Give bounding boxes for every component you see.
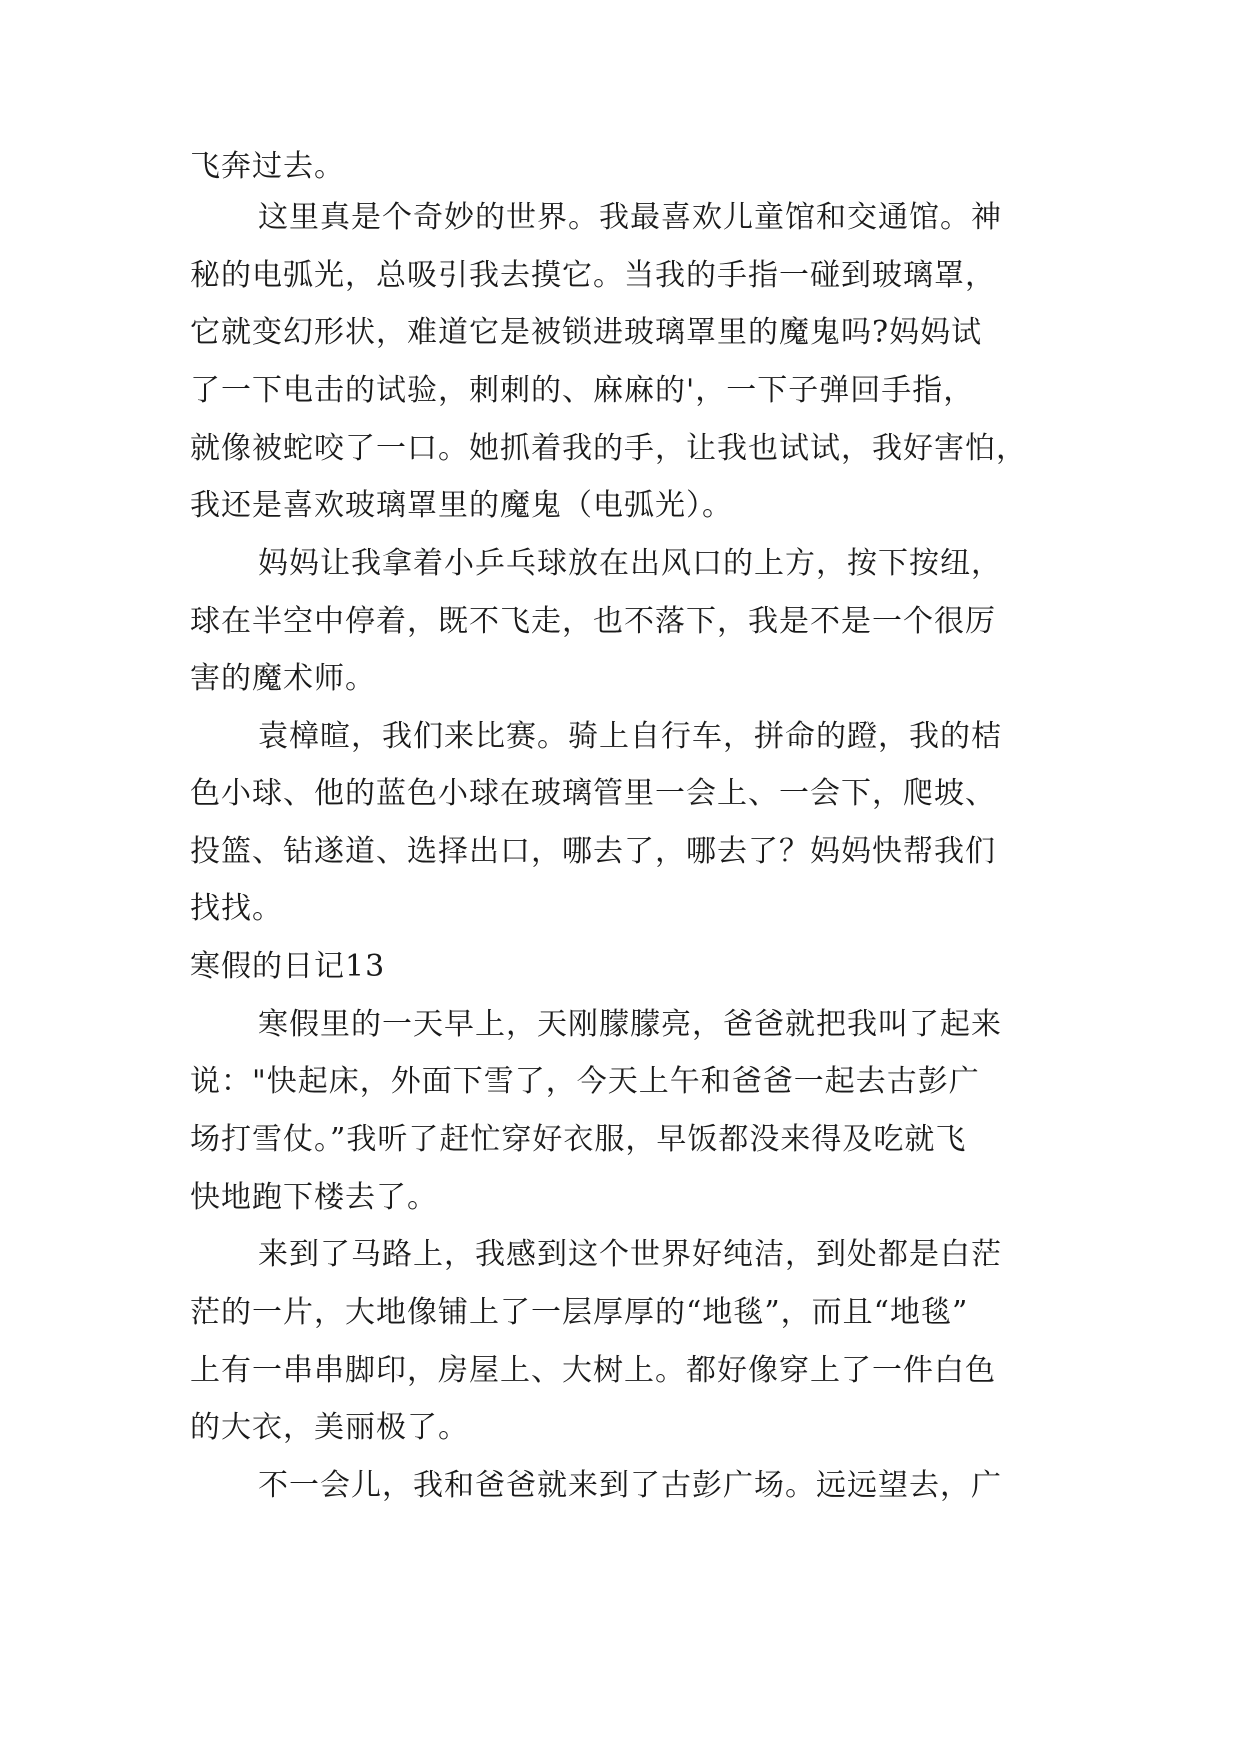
text-line: 投篮、钻遂道、选择出口，哪去了，哪去了？妈妈快帮我们: [190, 834, 996, 869]
text-line: 秘的电弧光，总吸引我去摸它。当我的手指一碰到玻璃罩，: [190, 258, 996, 293]
text-line: 茫的一片，大地像铺上了一层厚厚的“地毯”，而且“地毯”: [190, 1295, 969, 1330]
text-line: 了一下电击的试验，刺刺的、麻麻的'，一下子弹回手指，: [190, 373, 975, 408]
text-line: 它就变幻形状，难道它是被锁进玻璃罩里的魔鬼吗?妈妈试: [190, 315, 983, 350]
text-line: 飞奔过去。: [190, 149, 345, 184]
text-line: 就像被蛇咬了一口。她抓着我的手，让我也试试，我好害怕，: [190, 431, 1027, 466]
paragraph-first-line: 寒假里的一天早上，天刚朦朦亮，爸爸就把我叫了起来: [258, 1007, 1002, 1042]
paragraph-first-line: 这里真是个奇妙的世界。我最喜欢儿童馆和交通馆。神: [258, 200, 1002, 235]
paragraph-first-line: 不一会儿，我和爸爸就来到了古彭广场。远远望去，广: [258, 1468, 1002, 1503]
paragraph-first-line: 来到了马路上，我感到这个世界好纯洁，到处都是白茫: [258, 1237, 1002, 1272]
text-line: 上有一串串脚印，房屋上、大树上。都好像穿上了一件白色: [190, 1353, 996, 1388]
text-line: 球在半空中停着，既不飞走，也不落下，我是不是一个很厉: [190, 604, 996, 639]
text-line: 色小球、他的蓝色小球在玻璃管里一会上、一会下，爬坡、: [190, 776, 996, 811]
paragraph-first-line: 袁樟暄，我们来比赛。骑上自行车，拼命的蹬，我的桔: [258, 719, 1002, 754]
text-line: 的大衣，美丽极了。: [190, 1410, 469, 1445]
text-line: 害的魔术师。: [190, 661, 376, 696]
text-line: 场打雪仗。”我听了赶忙穿好衣服，早饭都没来得及吃就飞: [190, 1122, 967, 1157]
text-line: 找找。: [190, 891, 283, 926]
section-heading: 寒假的日记13: [190, 949, 386, 984]
text-line: 我还是喜欢玻璃罩里的魔鬼（电弧光）。: [190, 488, 733, 523]
text-line: 快地跑下楼去了。: [190, 1180, 438, 1215]
paragraph-first-line: 妈妈让我拿着小乒乓球放在出风口的上方，按下按纽，: [258, 546, 1002, 581]
text-line: 说："快起床，外面下雪了，今天上午和爸爸一起去古彭广: [190, 1064, 980, 1099]
